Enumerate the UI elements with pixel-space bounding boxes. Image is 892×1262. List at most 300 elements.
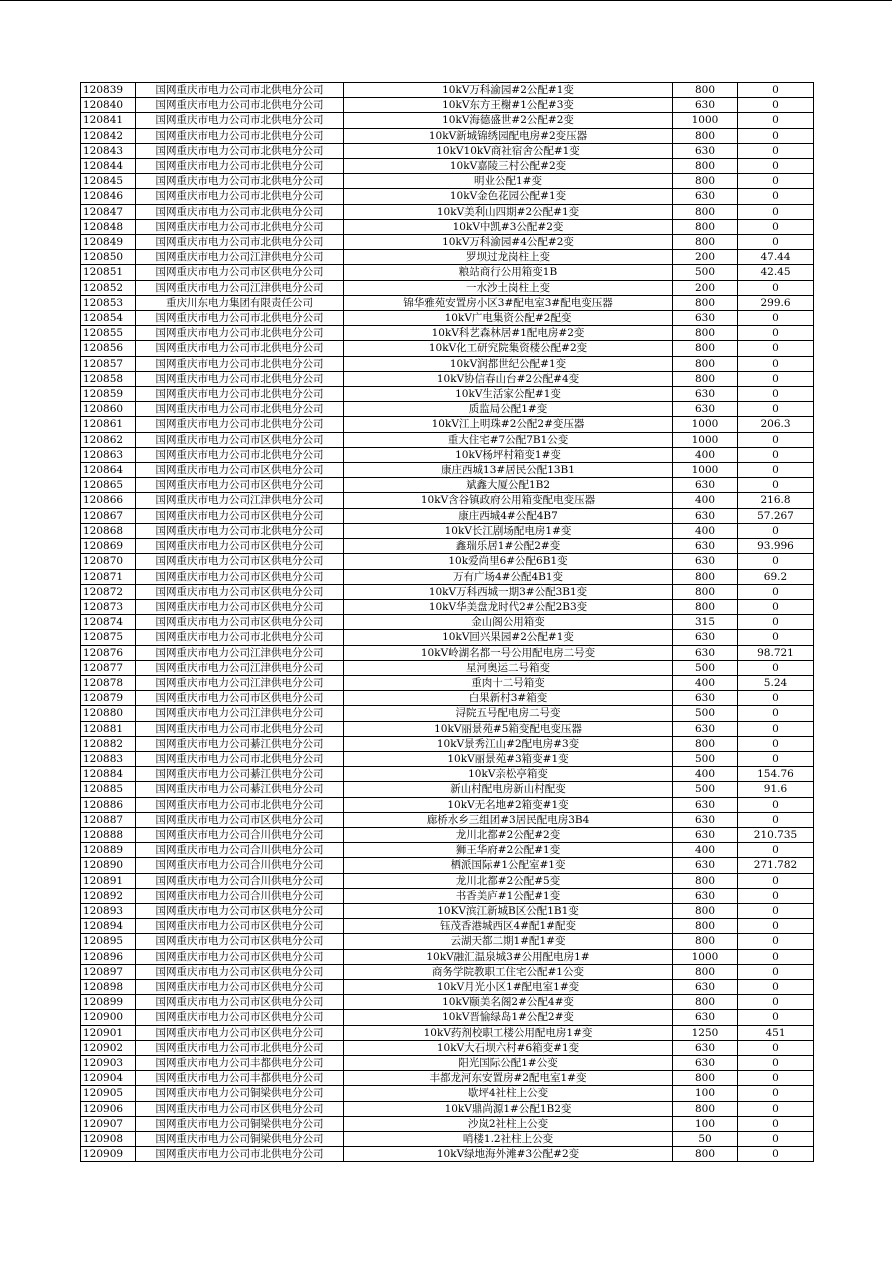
company-cell: 国网重庆市电力公司市北供电分公司 [136, 1040, 344, 1055]
row-id-cell: 120850 [81, 250, 136, 265]
transformer-name-cell: 白果新村3#箱变 [344, 691, 673, 706]
row-id-cell: 120866 [81, 493, 136, 508]
table-row [81, 174, 814, 189]
company-cell: 国网重庆市电力公司江津供电分公司 [136, 645, 344, 660]
company-cell: 国网重庆市电力公司市区供电分公司 [136, 903, 344, 918]
transformer-name-cell: 10kV东方王榭#1公配#3变 [344, 98, 673, 113]
table-row [81, 554, 814, 569]
value-cell: 0 [738, 1132, 814, 1147]
company-cell: 国网重庆市电力公司铜梁供电分公司 [136, 1132, 344, 1147]
value-cell: 0 [738, 371, 814, 386]
value-cell: 0 [738, 584, 814, 599]
company-cell: 国网重庆市电力公司市区供电分公司 [136, 934, 344, 949]
table-row [81, 782, 814, 797]
row-id-cell: 120886 [81, 797, 136, 812]
capacity-cell: 500 [673, 782, 738, 797]
value-cell: 93.996 [738, 539, 814, 554]
capacity-cell: 800 [673, 219, 738, 234]
transformer-name-cell: 斌鑫大厦公配1B2 [344, 478, 673, 493]
transformer-name-cell: 栖派国际#1公配室#1变 [344, 858, 673, 873]
transformer-name-cell: 廊桥水乡三组团#3居民配电房3B4 [344, 812, 673, 827]
capacity-cell: 100 [673, 1116, 738, 1131]
transformer-name-cell: 10kV科艺森林居#1配电房#2变 [344, 326, 673, 341]
capacity-cell: 800 [673, 569, 738, 584]
capacity-cell: 800 [673, 964, 738, 979]
transformer-name-cell: 一水沙土岗柱上变 [344, 280, 673, 295]
row-id-cell: 120896 [81, 949, 136, 964]
company-cell: 国网重庆市电力公司綦江供电分公司 [136, 782, 344, 797]
row-id-cell: 120856 [81, 341, 136, 356]
value-cell: 0 [738, 387, 814, 402]
transformer-name-cell: 哨楼1.2社柱上公变 [344, 1132, 673, 1147]
company-cell: 国网重庆市电力公司江津供电分公司 [136, 493, 344, 508]
table-row [81, 599, 814, 614]
transformer-name-cell: 商务学院教职工住宅公配#1公变 [344, 964, 673, 979]
capacity-cell: 500 [673, 265, 738, 280]
value-cell: 0 [738, 843, 814, 858]
transformer-name-cell: 10kV药剂校职工楼公用配电房1#变 [344, 1025, 673, 1040]
table-row [81, 219, 814, 234]
value-cell: 0 [738, 630, 814, 645]
value-cell: 0 [738, 311, 814, 326]
value-cell: 0 [738, 356, 814, 371]
table-row [81, 508, 814, 523]
page-top-rule [0, 0, 892, 1]
row-id-cell: 120903 [81, 1056, 136, 1071]
value-cell: 42.45 [738, 265, 814, 280]
table-row [81, 934, 814, 949]
value-cell: 0 [738, 113, 814, 128]
company-cell: 国网重庆市电力公司市北供电分公司 [136, 447, 344, 462]
row-id-cell: 120843 [81, 143, 136, 158]
company-cell: 国网重庆市电力公司市北供电分公司 [136, 143, 344, 158]
company-cell: 国网重庆市电力公司江津供电分公司 [136, 250, 344, 265]
transformer-name-cell: 10kV颐美名阁2#公配4#变 [344, 995, 673, 1010]
row-id-cell: 120846 [81, 189, 136, 204]
row-id-cell: 120884 [81, 767, 136, 782]
transformer-name-cell: 浔院五号配电房二号变 [344, 706, 673, 721]
capacity-cell: 630 [673, 539, 738, 554]
capacity-cell: 800 [673, 903, 738, 918]
transformer-name-cell: 明业公配1#变 [344, 174, 673, 189]
row-id-cell: 120857 [81, 356, 136, 371]
transformer-name-cell: 康庄西城4#公配4B7 [344, 508, 673, 523]
value-cell: 0 [738, 432, 814, 447]
table-row [81, 204, 814, 219]
row-id-cell: 120860 [81, 402, 136, 417]
value-cell: 0 [738, 736, 814, 751]
table-row [81, 98, 814, 113]
value-cell: 0 [738, 1147, 814, 1162]
table-row [81, 235, 814, 250]
capacity-cell: 630 [673, 691, 738, 706]
capacity-cell: 500 [673, 706, 738, 721]
table-row [81, 660, 814, 675]
value-cell: 0 [738, 159, 814, 174]
row-id-cell: 120873 [81, 599, 136, 614]
row-id-cell: 120865 [81, 478, 136, 493]
row-id-cell: 120853 [81, 295, 136, 310]
row-id-cell: 120861 [81, 417, 136, 432]
table-row [81, 83, 814, 98]
transformer-name-cell: 重大住宅#7公配7B1公变 [344, 432, 673, 447]
row-id-cell: 120891 [81, 873, 136, 888]
company-cell: 国网重庆市电力公司合川供电分公司 [136, 843, 344, 858]
row-id-cell: 120894 [81, 919, 136, 934]
row-id-cell: 120908 [81, 1132, 136, 1147]
value-cell: 47.44 [738, 250, 814, 265]
row-id-cell: 120909 [81, 1147, 136, 1162]
company-cell: 国网重庆市电力公司市北供电分公司 [136, 219, 344, 234]
company-cell: 国网重庆市电力公司市北供电分公司 [136, 159, 344, 174]
row-id-cell: 120845 [81, 174, 136, 189]
row-id-cell: 120897 [81, 964, 136, 979]
value-cell: 0 [738, 98, 814, 113]
table-row [81, 736, 814, 751]
company-cell: 国网重庆市电力公司市北供电分公司 [136, 98, 344, 113]
table-row [81, 143, 814, 158]
table-row [81, 387, 814, 402]
company-cell: 国网重庆市电力公司市区供电分公司 [136, 432, 344, 447]
transformer-name-cell: 10kV杨坪村箱变1#变 [344, 447, 673, 462]
value-cell: 0 [738, 964, 814, 979]
capacity-cell: 1000 [673, 463, 738, 478]
row-id-cell: 120901 [81, 1025, 136, 1040]
company-cell: 国网重庆市电力公司市区供电分公司 [136, 919, 344, 934]
row-id-cell: 120877 [81, 660, 136, 675]
table-row [81, 630, 814, 645]
company-cell: 国网重庆市电力公司市北供电分公司 [136, 630, 344, 645]
capacity-cell: 800 [673, 1147, 738, 1162]
company-cell: 国网重庆市电力公司铜梁供电分公司 [136, 1086, 344, 1101]
company-cell: 国网重庆市电力公司市区供电分公司 [136, 995, 344, 1010]
value-cell: 0 [738, 812, 814, 827]
row-id-cell: 120847 [81, 204, 136, 219]
capacity-cell: 800 [673, 204, 738, 219]
row-id-cell: 120871 [81, 569, 136, 584]
table-row [81, 311, 814, 326]
table-row [81, 1086, 814, 1101]
transformer-name-cell: 鑫瑞乐居1#公配2#变 [344, 539, 673, 554]
company-cell: 国网重庆市电力公司市区供电分公司 [136, 1025, 344, 1040]
capacity-cell: 630 [673, 189, 738, 204]
transformer-name-cell: 歇坪4社柱上公变 [344, 1086, 673, 1101]
capacity-cell: 800 [673, 128, 738, 143]
company-cell: 国网重庆市电力公司市北供电分公司 [136, 387, 344, 402]
capacity-cell: 630 [673, 402, 738, 417]
table-row [81, 478, 814, 493]
transformer-table [80, 82, 814, 1162]
company-cell: 国网重庆市电力公司铜梁供电分公司 [136, 1116, 344, 1131]
capacity-cell: 630 [673, 797, 738, 812]
capacity-cell: 400 [673, 843, 738, 858]
row-id-cell: 120839 [81, 83, 136, 98]
capacity-cell: 630 [673, 888, 738, 903]
company-cell: 国网重庆市电力公司市区供电分公司 [136, 539, 344, 554]
value-cell: 0 [738, 873, 814, 888]
value-cell: 0 [738, 463, 814, 478]
transformer-name-cell: 10kV融汇温泉城3#公用配电房1# [344, 949, 673, 964]
value-cell: 0 [738, 721, 814, 736]
table-row [81, 843, 814, 858]
capacity-cell: 800 [673, 919, 738, 934]
transformer-name-cell: 10kV美利山四期#2公配#1变 [344, 204, 673, 219]
company-cell: 国网重庆市电力公司綦江供电分公司 [136, 736, 344, 751]
row-id-cell: 120874 [81, 615, 136, 630]
company-cell: 国网重庆市电力公司丰都供电分公司 [136, 1056, 344, 1071]
value-cell: 0 [738, 660, 814, 675]
value-cell: 0 [738, 903, 814, 918]
capacity-cell: 630 [673, 630, 738, 645]
company-cell: 国网重庆市电力公司市区供电分公司 [136, 691, 344, 706]
company-cell: 国网重庆市电力公司合川供电分公司 [136, 888, 344, 903]
transformer-name-cell: 锦华雅苑安置房小区3#配电室3#配电变压器 [344, 295, 673, 310]
capacity-cell: 800 [673, 174, 738, 189]
value-cell: 0 [738, 979, 814, 994]
row-id-cell: 120895 [81, 934, 136, 949]
row-id-cell: 120902 [81, 1040, 136, 1055]
capacity-cell: 800 [673, 873, 738, 888]
transformer-name-cell: 重肉十二号箱变 [344, 675, 673, 690]
company-cell: 重庆川东电力集团有限责任公司 [136, 295, 344, 310]
value-cell: 57.267 [738, 508, 814, 523]
capacity-cell: 400 [673, 767, 738, 782]
table-row [81, 539, 814, 554]
table-row [81, 1071, 814, 1086]
value-cell: 0 [738, 204, 814, 219]
company-cell: 国网重庆市电力公司市区供电分公司 [136, 949, 344, 964]
value-cell: 0 [738, 447, 814, 462]
company-cell: 国网重庆市电力公司市区供电分公司 [136, 569, 344, 584]
transformer-name-cell: 10kV华美盘龙时代2#公配2B3变 [344, 599, 673, 614]
company-cell: 国网重庆市电力公司市北供电分公司 [136, 417, 344, 432]
capacity-cell: 1000 [673, 417, 738, 432]
company-cell: 国网重庆市电力公司合川供电分公司 [136, 873, 344, 888]
row-id-cell: 120900 [81, 1010, 136, 1025]
capacity-cell: 800 [673, 295, 738, 310]
row-id-cell: 120881 [81, 721, 136, 736]
transformer-name-cell: 10kV丽景苑#5箱变配电变压器 [344, 721, 673, 736]
transformer-name-cell: 10KV滨江新城B区公配1B1变 [344, 903, 673, 918]
row-id-cell: 120844 [81, 159, 136, 174]
capacity-cell: 800 [673, 371, 738, 386]
company-cell: 国网重庆市电力公司市北供电分公司 [136, 341, 344, 356]
table-body [81, 83, 814, 1162]
value-cell: 216.8 [738, 493, 814, 508]
table-row [81, 356, 814, 371]
transformer-name-cell: 罗坝过龙岗柱上变 [344, 250, 673, 265]
table-row [81, 447, 814, 462]
table-row [81, 995, 814, 1010]
transformer-name-cell: 10kV10kV商社宿舍公配#1变 [344, 143, 673, 158]
transformer-name-cell: 粮站商行公用箱变1B [344, 265, 673, 280]
table-row [81, 1147, 814, 1162]
table-row [81, 964, 814, 979]
capacity-cell: 500 [673, 660, 738, 675]
table-row [81, 797, 814, 812]
transformer-name-cell: 10kV万科渝园#2公配#1变 [344, 83, 673, 98]
table-row [81, 584, 814, 599]
value-cell: 154.76 [738, 767, 814, 782]
table-row [81, 979, 814, 994]
company-cell: 国网重庆市电力公司丰都供电分公司 [136, 1071, 344, 1086]
row-id-cell: 120882 [81, 736, 136, 751]
table-row [81, 295, 814, 310]
table-row [81, 1101, 814, 1116]
company-cell: 国网重庆市电力公司市区供电分公司 [136, 812, 344, 827]
value-cell: 0 [738, 341, 814, 356]
table-row [81, 1116, 814, 1131]
row-id-cell: 120858 [81, 371, 136, 386]
transformer-name-cell: 10kV广电集资公配#2配变 [344, 311, 673, 326]
value-cell: 0 [738, 995, 814, 1010]
row-id-cell: 120906 [81, 1101, 136, 1116]
company-cell: 国网重庆市电力公司市北供电分公司 [136, 1147, 344, 1162]
value-cell: 0 [738, 1056, 814, 1071]
transformer-name-cell: 10kV海德盛世#2公配#2变 [344, 113, 673, 128]
company-cell: 国网重庆市电力公司綦江供电分公司 [136, 767, 344, 782]
transformer-name-cell: 10kV万科西城一期3#公配3B1变 [344, 584, 673, 599]
capacity-cell: 630 [673, 827, 738, 842]
value-cell: 0 [738, 751, 814, 766]
transformer-name-cell: 龙川北都#2公配#2变 [344, 827, 673, 842]
table-row [81, 903, 814, 918]
company-cell: 国网重庆市电力公司市区供电分公司 [136, 979, 344, 994]
company-cell: 国网重庆市电力公司市区供电分公司 [136, 599, 344, 614]
company-cell: 国网重庆市电力公司市北供电分公司 [136, 189, 344, 204]
transformer-name-cell: 书香美庐#1公配#1变 [344, 888, 673, 903]
transformer-name-cell: 丰都龙河东安置房#2配电室1#变 [344, 1071, 673, 1086]
value-cell: 0 [738, 402, 814, 417]
table-row [81, 691, 814, 706]
capacity-cell: 400 [673, 523, 738, 538]
capacity-cell: 800 [673, 235, 738, 250]
table-row [81, 1056, 814, 1071]
table-row [81, 280, 814, 295]
transformer-name-cell: 万有广场4#公配4B1变 [344, 569, 673, 584]
capacity-cell: 630 [673, 508, 738, 523]
company-cell: 国网重庆市电力公司市区供电分公司 [136, 508, 344, 523]
capacity-cell: 630 [673, 858, 738, 873]
capacity-cell: 800 [673, 341, 738, 356]
value-cell: 0 [738, 934, 814, 949]
row-id-cell: 120867 [81, 508, 136, 523]
capacity-cell: 630 [673, 98, 738, 113]
capacity-cell: 800 [673, 83, 738, 98]
value-cell: 0 [738, 1116, 814, 1131]
capacity-cell: 800 [673, 736, 738, 751]
transformer-name-cell: 10kV新城锦绣园配电房#2变压器 [344, 128, 673, 143]
transformer-name-cell: 金山阁公用箱变 [344, 615, 673, 630]
row-id-cell: 120890 [81, 858, 136, 873]
transformer-name-cell: 钰茂香港城西区4#配1#配变 [344, 919, 673, 934]
capacity-cell: 100 [673, 1086, 738, 1101]
company-cell: 国网重庆市电力公司江津供电分公司 [136, 706, 344, 721]
value-cell: 0 [738, 280, 814, 295]
transformer-name-cell: 质监局公配1#变 [344, 402, 673, 417]
transformer-name-cell: 10kV嘉陵三村公配#2变 [344, 159, 673, 174]
transformer-name-cell: 10kV生活家公配#1变 [344, 387, 673, 402]
row-id-cell: 120862 [81, 432, 136, 447]
row-id-cell: 120904 [81, 1071, 136, 1086]
table-row [81, 113, 814, 128]
row-id-cell: 120854 [81, 311, 136, 326]
company-cell: 国网重庆市电力公司合川供电分公司 [136, 827, 344, 842]
table-row [81, 949, 814, 964]
company-cell: 国网重庆市电力公司江津供电分公司 [136, 280, 344, 295]
capacity-cell: 630 [673, 645, 738, 660]
row-id-cell: 120876 [81, 645, 136, 660]
transformer-name-cell: 10kV绿地海外滩#3公配#2变 [344, 1147, 673, 1162]
value-cell: 5.24 [738, 675, 814, 690]
company-cell: 国网重庆市电力公司江津供电分公司 [136, 675, 344, 690]
table-row [81, 1025, 814, 1040]
company-cell: 国网重庆市电力公司市区供电分公司 [136, 584, 344, 599]
transformer-name-cell: 10kV亲松亭箱变 [344, 767, 673, 782]
value-cell: 0 [738, 599, 814, 614]
row-id-cell: 120859 [81, 387, 136, 402]
value-cell: 0 [738, 615, 814, 630]
transformer-name-cell: 10kV晋愉绿岛1#公配2#变 [344, 1010, 673, 1025]
transformer-name-cell: 10kV长江剧场配电房1#变 [344, 523, 673, 538]
capacity-cell: 630 [673, 143, 738, 158]
table-row [81, 402, 814, 417]
transformer-name-cell: 康庄西城13#居民公配13B1 [344, 463, 673, 478]
row-id-cell: 120885 [81, 782, 136, 797]
value-cell: 0 [738, 797, 814, 812]
transformer-name-cell: 10kV万科渝园#4公配#2变 [344, 235, 673, 250]
table-row [81, 569, 814, 584]
table-row [81, 751, 814, 766]
company-cell: 国网重庆市电力公司市北供电分公司 [136, 797, 344, 812]
value-cell: 0 [738, 919, 814, 934]
capacity-cell: 800 [673, 934, 738, 949]
transformer-name-cell: 10kV协信春山台#2公配#4变 [344, 371, 673, 386]
capacity-cell: 630 [673, 1056, 738, 1071]
table-row [81, 371, 814, 386]
capacity-cell: 630 [673, 721, 738, 736]
company-cell: 国网重庆市电力公司市区供电分公司 [136, 265, 344, 280]
row-id-cell: 120905 [81, 1086, 136, 1101]
company-cell: 国网重庆市电力公司市北供电分公司 [136, 235, 344, 250]
company-cell: 国网重庆市电力公司市区供电分公司 [136, 1101, 344, 1116]
table-row [81, 919, 814, 934]
capacity-cell: 1000 [673, 949, 738, 964]
table-row [81, 1040, 814, 1055]
row-id-cell: 120872 [81, 584, 136, 599]
row-id-cell: 120880 [81, 706, 136, 721]
company-cell: 国网重庆市电力公司市区供电分公司 [136, 463, 344, 478]
capacity-cell: 200 [673, 280, 738, 295]
row-id-cell: 120899 [81, 995, 136, 1010]
table-row [81, 888, 814, 903]
table-row [81, 767, 814, 782]
row-id-cell: 120888 [81, 827, 136, 842]
capacity-cell: 630 [673, 1040, 738, 1055]
transformer-name-cell: 10kV景秀江山#2配电房#3变 [344, 736, 673, 751]
capacity-cell: 630 [673, 554, 738, 569]
table-row [81, 1010, 814, 1025]
capacity-cell: 500 [673, 751, 738, 766]
row-id-cell: 120893 [81, 903, 136, 918]
capacity-cell: 800 [673, 326, 738, 341]
value-cell: 0 [738, 174, 814, 189]
row-id-cell: 120868 [81, 523, 136, 538]
transformer-name-cell: 10kV金色花园公配#1变 [344, 189, 673, 204]
value-cell: 451 [738, 1025, 814, 1040]
row-id-cell: 120848 [81, 219, 136, 234]
capacity-cell: 50 [673, 1132, 738, 1147]
